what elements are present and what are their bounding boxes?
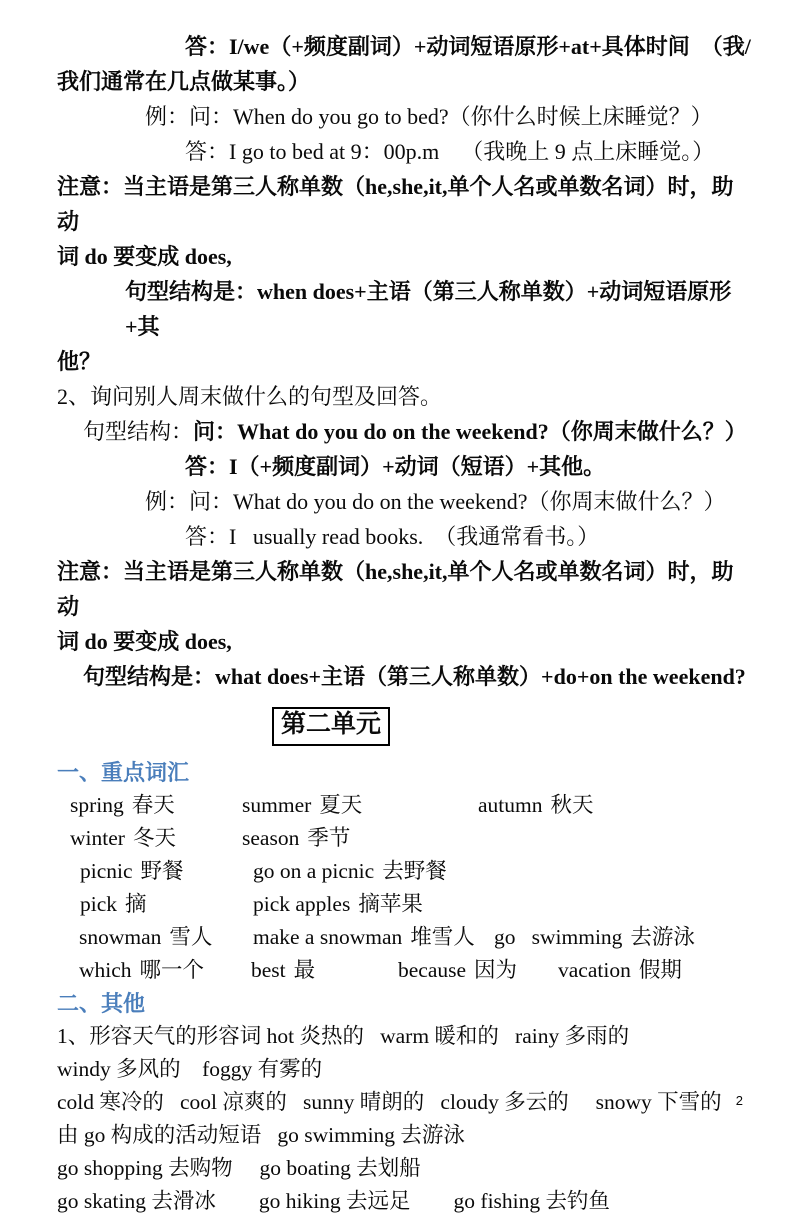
vocab-en: pick apples [253,892,351,916]
vocab-item [79,954,204,987]
vocab-en: best [251,958,286,982]
vocab-en: because [398,958,467,982]
text-run: 词 do 要变成 does, [57,244,232,269]
section-heading-vocab: 一、重点词汇 [57,760,190,785]
vocab-zh: 春天 [131,793,175,817]
text-run: 问：What do you do on the weekend?（你周末做什么？） [193,419,747,444]
vocab-en: summer [242,793,312,817]
text-run: 答：I/we（+频度副词）+动词短语原形+at+具体时间 （我/ [185,34,751,59]
vocab-row [57,822,753,855]
vocab-en: go swimming [494,925,623,949]
vocab-en: snowman [79,925,162,949]
vocab-item [253,855,447,888]
page-number: 2 [735,1093,743,1108]
vocab-zh: 去游泳 [630,925,695,949]
vocab-zh: 因为 [474,958,518,982]
text-line [185,134,753,169]
vocab-row [57,789,753,822]
vocab-row [57,855,753,888]
text-run: 例：问：When do you go to bed?（你什么时候上床睡觉？） [145,104,713,129]
vocab-zh: 去野餐 [382,859,447,883]
vocab-item [70,789,175,822]
vocab-en: winter [70,826,125,850]
text-line [125,274,753,344]
vocab-zh: 季节 [307,826,351,850]
vocab-item [242,789,362,822]
text-line [57,624,753,659]
vocab-zh: 堆雪人 [410,925,475,949]
text-line [185,449,753,484]
text-run: 他？ [57,349,102,374]
vocab-item [251,954,315,987]
text-line [57,379,753,414]
text-run: 例：问：What do you do on the weekend?（你周末做什么？） [145,489,726,514]
vocab-en: which [79,958,132,982]
vocab-item [253,921,475,954]
vocab-en: picnic [80,859,133,883]
vocab-item [478,789,594,822]
text-run: 答：I（+频度副词）+动词（短语）+其他。 [185,454,606,479]
text-line [145,484,753,519]
text-line [83,414,753,449]
vocab-zh: 野餐 [140,859,184,883]
vocab-item [79,921,212,954]
text-run: 我们通常在几点做某事。） [57,69,311,94]
text-run: 句型结构是：when does+主语（第三人称单数）+动词短语原形+其 [125,279,732,339]
section-heading-others: 二、其他 [57,991,146,1016]
vocab-row [57,921,753,954]
vocab-zh: 摘苹果 [358,892,423,916]
vocab-zh: 假期 [638,958,682,982]
vocab-zh: 最 [293,958,316,982]
vocab-zh: 夏天 [319,793,363,817]
vocab-zh: 秋天 [550,793,594,817]
text-run: 句型结构是：what does+主语（第三人称单数）+do+on the weekend? [83,664,746,689]
vocab-zh: 雪人 [169,925,213,949]
vocab-en: spring [70,793,124,817]
text-line: go shopping 去购物 go boating 去划船 [57,1156,421,1180]
vocab-zh: 摘 [125,892,147,916]
vocab-item [253,888,423,921]
text-line [83,659,753,694]
vocab-en: make a snowman [253,925,403,949]
text-line [57,344,753,379]
vocab-item [70,822,176,855]
vocab-en: season [242,826,300,850]
text-line: windy 多风的 foggy 有雾的 [57,1057,323,1081]
text-run: 词 do 要变成 does, [57,629,232,654]
vocab-zh: 哪一个 [139,958,205,982]
vocab-row [57,954,753,987]
text-run: 注意：当主语是第三人称单数（he,she,it,单个人名或单数名词）时，助动 [57,174,734,234]
vocab-en: autumn [478,793,543,817]
text-line: cold 寒冷的 cool 凉爽的 sunny 晴朗的 cloudy 多云的 snowy 下雪的 [57,1090,722,1114]
text-line [185,519,753,554]
vocab-item [242,822,350,855]
vocab-en: vacation [558,958,631,982]
text-line [57,169,753,239]
text-run: 答：I go to bed at 9：00p.m （我晚上 9 点上床睡觉。） [185,139,715,164]
text-line [185,29,753,64]
vocab-row [57,888,753,921]
vocab-item [398,954,517,987]
text-line: 1、形容天气的形容词 hot 炎热的 warm 暖和的 rainy 多雨的 [57,1024,630,1048]
unit-title: 第二单元 [272,707,390,746]
text-run: 注意：当主语是第三人称单数（he,she,it,单个人名或单数名词）时，助动 [57,559,734,619]
text-run: 2、询问别人周末做什么的句型及回答。 [57,384,443,409]
text-line [57,554,753,624]
vocab-zh: 冬天 [132,826,176,850]
text-line [145,99,753,134]
text-line: go skating 去滑冰 go hiking 去远足 go fishing 去钓鱼 [57,1189,611,1213]
text-line [57,64,753,99]
vocab-item [80,855,184,888]
vocab-en: pick [80,892,118,916]
vocab-item [494,921,695,954]
text-run: 答：I usually read books. （我通常看书。） [185,524,600,549]
text-line: 由 go 构成的活动短语 go swimming 去游泳 [57,1123,465,1147]
vocab-en: go on a picnic [253,859,375,883]
text-run: 句型结构： [83,419,194,444]
text-line [57,239,753,274]
unit-heading-row [272,707,753,749]
vocab-item [558,954,682,987]
vocab-item [80,888,147,921]
